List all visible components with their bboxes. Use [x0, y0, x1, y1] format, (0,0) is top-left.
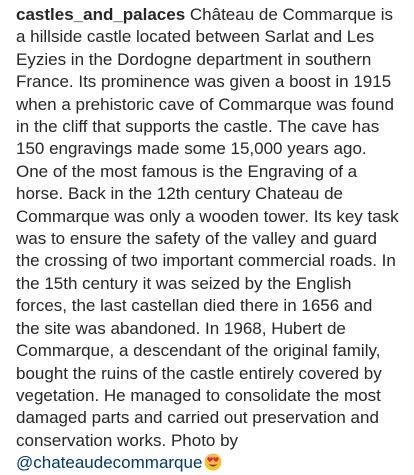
username-link[interactable]: castles_and_palaces — [16, 5, 186, 24]
heart-eyes-emoji-icon — [204, 453, 222, 471]
mention-link[interactable]: @chateaudecommarque — [16, 453, 203, 473]
post-caption — [16, 4, 400, 475]
caption-text: Château de Commarque is a hillside castle located between Sarlat and Les Eyzies in the Dordogne department in southern France. Its prominence was given a boost in 1915 when a prehistoric cave of Commarque was found in the cliff that supports the castle. The cave has 150 engravings made some 15,000 years ago. One of the most famous is the Engraving of a horse. Back in the 12th century Chateau de Commarque was only a wooden tower. Its key task was to ensure the safety of the valley and guard the crossing of two important commercial roads. In the 15th century it was seized by the English forces, the last castellan died there in 1656 and the site was abandoned. In 1968, Hubert de Commarque, a descendant of the original family, bought the ruins of the castle entirely covered by vegetation. He managed to consolidate the most damaged parts and carried out preservation and conservation works. Photo by — [16, 5, 399, 450]
